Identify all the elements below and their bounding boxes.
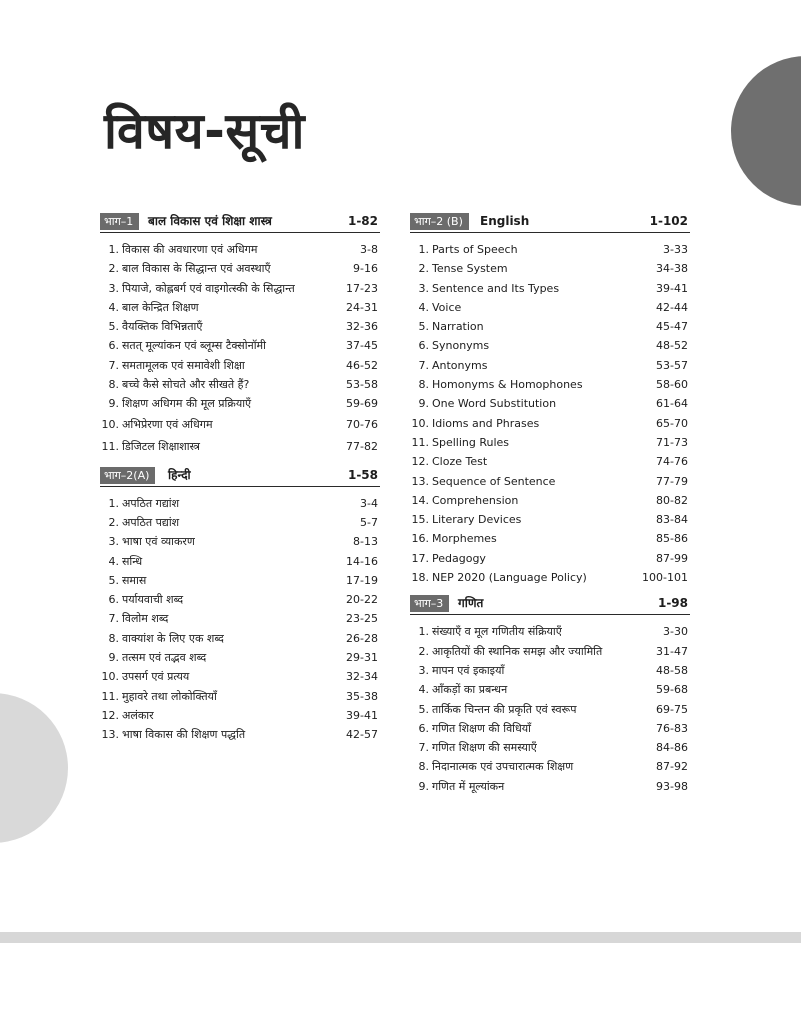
section-page-range: 1-102 (649, 214, 688, 228)
section-ganit (410, 593, 690, 796)
toc-entry-label: सतत् मूल्यांकन एवं ब्लूम्स टैक्सोनॉमी (122, 339, 266, 353)
section-bal-vikas (100, 211, 380, 459)
toc-entry-number: 4. (108, 554, 119, 568)
bottom-band (0, 932, 801, 943)
page-title: विषय-सूची (104, 102, 305, 160)
toc-entry-label: NEP 2020 (Language Policy) (432, 571, 587, 585)
toc-entry-number: 18. (411, 571, 429, 585)
toc-entry-number: 12. (101, 708, 119, 722)
section-header (100, 211, 380, 233)
toc-entry[interactable] (410, 259, 690, 278)
section-page-range: 1-82 (347, 214, 378, 228)
toc-entry-number: 13. (101, 728, 119, 742)
toc-entry-label: अभिप्रेरणा एवं अधिगम (122, 417, 213, 431)
toc-entry-number: 6. (108, 339, 119, 353)
toc-entry[interactable] (100, 336, 380, 355)
toc-entry-number: 12. (411, 455, 429, 469)
toc-entry-label: समतामूलक एवं समावेशी शिक्षा (122, 358, 245, 372)
toc-entry-number: 3. (418, 281, 429, 295)
toc-entry-number: 11. (411, 435, 429, 449)
toc-entry-number: 1. (108, 496, 119, 510)
toc-entry-number: 9. (418, 397, 429, 411)
toc-entry-label: पियाजे, कोह्लबर्ग एवं वाइगोत्स्की के सिद्धान्त (122, 281, 295, 295)
toc-entry[interactable] (100, 414, 380, 437)
toc-entry-label: विलोम शब्द (122, 612, 169, 626)
toc-entry-number: 8. (108, 631, 119, 645)
toc-entry-label: संख्याएँ व मूल गणितीय संक्रियाएँ (432, 625, 562, 639)
toc-entry-label: तत्सम एवं तद्भव शब्द (122, 651, 207, 665)
section-page-range: 1-58 (347, 467, 378, 482)
toc-entry-number: 9. (418, 779, 429, 793)
toc-entry-label: अपठित पद्यांश (122, 515, 180, 529)
toc-entry-pages: 3-30 (663, 625, 688, 639)
toc-entry-pages: 37-45 (346, 339, 378, 353)
toc-entry[interactable] (410, 549, 690, 568)
toc-entry-pages: 87-92 (656, 760, 688, 774)
toc-entry-label: Narration (432, 320, 484, 334)
toc-entry-label: समास (122, 573, 147, 587)
toc-entry-number: 1. (108, 243, 119, 256)
toc-entry-pages: 39-41 (656, 281, 688, 295)
section-header (410, 211, 690, 233)
toc-entry-pages: 83-84 (656, 513, 688, 527)
toc-entry[interactable] (100, 590, 380, 609)
toc-entry-label: Antonyms (432, 358, 488, 372)
toc-entry[interactable] (100, 298, 380, 317)
toc-entry-pages: 32-34 (346, 670, 378, 684)
toc-entry-number: 6. (108, 593, 119, 607)
toc-entry[interactable] (410, 375, 690, 394)
toc-entry-number: 10. (101, 417, 119, 431)
toc-entry[interactable] (410, 622, 690, 641)
toc-entry-label: One Word Substitution (432, 397, 557, 411)
toc-entry-pages: 53-58 (346, 378, 378, 392)
toc-entry[interactable] (410, 336, 690, 355)
toc-entry-pages: 3-33 (663, 243, 688, 256)
toc-entry-pages: 17-19 (346, 573, 378, 587)
toc-entry[interactable] (410, 642, 690, 661)
section-english (410, 211, 690, 587)
toc-entry[interactable] (410, 491, 690, 510)
toc-entry-label: डिजिटल शिक्षाशास्त्र (122, 440, 200, 454)
toc-entry-number: 8. (418, 760, 429, 774)
toc-entry-number: 4. (108, 300, 119, 314)
toc-entry-number: 6. (418, 339, 429, 353)
left-column (100, 211, 380, 745)
toc-entry-pages: 65-70 (656, 416, 688, 430)
toc-entry-pages: 35-38 (346, 689, 378, 703)
toc-entry[interactable] (410, 510, 690, 529)
toc-entry-label: अलंकार (122, 708, 154, 722)
toc-entry[interactable] (100, 513, 380, 532)
toc-entry-number: 2. (108, 515, 119, 529)
toc-entry-label: भाषा विकास की शिक्षण पद्धति (122, 728, 246, 742)
decorative-circle-right (731, 56, 801, 206)
toc-entry-number: 8. (108, 378, 119, 392)
toc-entry-pages: 17-23 (346, 281, 378, 295)
toc-entry[interactable] (100, 532, 380, 551)
toc-entry-number: 16. (411, 532, 429, 546)
toc-entry[interactable] (100, 279, 380, 298)
toc-entry-pages: 76-83 (656, 721, 688, 735)
toc-entry-label: Spelling Rules (432, 435, 510, 449)
toc-entry-number: 4. (418, 683, 429, 697)
toc-entry-number: 4. (418, 300, 429, 314)
toc-entry-pages: 84-86 (656, 741, 688, 755)
toc-entry-number: 5. (108, 573, 119, 587)
toc-entry[interactable] (100, 375, 380, 394)
section-title: बाल विकास एवं शिक्षा शास्त्र (148, 214, 272, 228)
toc-entry-label: Sentence and Its Types (432, 281, 560, 295)
toc-entry[interactable] (410, 356, 690, 375)
toc-entry-number: 5. (418, 702, 429, 716)
toc-entry-pages: 69-75 (656, 702, 688, 716)
toc-entry-pages: 26-28 (346, 631, 378, 645)
toc-entry-number: 7. (108, 358, 119, 372)
toc-entry[interactable] (410, 317, 690, 336)
toc-entry-pages: 14-16 (346, 554, 378, 568)
toc-entry[interactable] (100, 494, 380, 513)
toc-entry-label: Parts of Speech (432, 243, 518, 256)
toc-entry-pages: 70-76 (346, 417, 378, 431)
toc-entry-label: वाक्यांश के लिए एक शब्द (122, 631, 224, 645)
section-part-tag: भाग–2 (B) (410, 213, 469, 230)
toc-entry-label: Homonyms & Homophones (432, 378, 583, 392)
toc-entry[interactable] (100, 552, 380, 571)
toc-entry-pages: 39-41 (346, 708, 378, 722)
toc-entry-pages: 85-86 (656, 532, 688, 546)
toc-entry-number: 3. (108, 281, 119, 295)
toc-entry-number: 5. (418, 320, 429, 334)
toc-entry-label: विकास की अवधारणा एवं अधिगम (122, 243, 258, 256)
toc-entry-label: भाषा एवं व्याकरण (122, 535, 195, 549)
toc-entry-pages: 46-52 (346, 358, 378, 372)
toc-entry-pages: 100-101 (642, 571, 688, 585)
toc-entry-label: शिक्षण अधिगम की मूल प्रक्रियाएँ (122, 397, 252, 411)
toc-entry-pages: 34-38 (656, 262, 688, 276)
toc-entry-pages: 58-60 (656, 378, 688, 392)
toc-entry-pages: 8-13 (353, 535, 378, 549)
section-part-tag: भाग–2(A) (100, 467, 155, 484)
toc-entry-label: मुहावरे तथा लोकोक्तियाँ (122, 689, 217, 703)
toc-entry-label: तार्किक चिन्तन की प्रकृति एवं स्वरूप (432, 702, 577, 716)
toc-entry[interactable] (410, 298, 690, 317)
toc-entry-number: 8. (418, 378, 429, 392)
toc-entry-pages: 48-58 (656, 663, 688, 677)
toc-entry-number: 5. (108, 320, 119, 334)
toc-entry-pages: 42-57 (346, 728, 378, 742)
right-column (410, 211, 690, 796)
toc-entry[interactable] (410, 719, 690, 738)
toc-entry-pages: 23-25 (346, 612, 378, 626)
toc-entry-pages: 59-69 (346, 397, 378, 411)
toc-entry-number: 9. (108, 651, 119, 665)
toc-entry[interactable] (100, 356, 380, 375)
toc-entry-number: 10. (101, 670, 119, 684)
toc-entry-label: गणित में मूल्यांकन (432, 779, 505, 793)
toc-entry-pages: 77-82 (346, 440, 378, 454)
toc-entry-number: 7. (418, 358, 429, 372)
toc-entry-label: Cloze Test (432, 455, 488, 469)
toc-entry-pages: 24-31 (346, 300, 378, 314)
toc-entry-pages: 61-64 (656, 397, 688, 411)
section-title: हिन्दी (168, 467, 191, 482)
toc-entry-pages: 3-8 (360, 243, 378, 256)
toc-entry[interactable] (410, 394, 690, 413)
toc-entry[interactable] (410, 738, 690, 757)
toc-entry[interactable] (410, 777, 690, 796)
toc-entry-pages: 20-22 (346, 593, 378, 607)
section-title: English (480, 214, 530, 228)
toc-entry-pages: 80-82 (656, 493, 688, 507)
decorative-circle-left (0, 693, 68, 843)
toc-entry-number: 3. (108, 535, 119, 549)
toc-entry-number: 6. (418, 721, 429, 735)
toc-entry-number: 1. (418, 625, 429, 639)
toc-entry-label: बाल विकास के सिद्धान्त एवं अवस्थाएँ (122, 262, 271, 276)
toc-entry[interactable] (100, 240, 380, 259)
toc-entry[interactable] (410, 279, 690, 298)
toc-entry-pages: 3-4 (360, 496, 378, 510)
toc-entry-label: Morphemes (432, 532, 497, 546)
toc-entry-pages: 53-57 (656, 358, 688, 372)
toc-entry-pages: 74-76 (656, 455, 688, 469)
toc-entry[interactable] (410, 240, 690, 259)
toc-entry-number: 10. (411, 416, 429, 430)
toc-entry-label: मापन एवं इकाइयाँ (432, 663, 505, 677)
section-header (410, 593, 690, 615)
toc-entry[interactable] (410, 414, 690, 433)
toc-entry[interactable] (410, 757, 690, 776)
toc-entry-pages: 29-31 (346, 651, 378, 665)
toc-entry-number: 15. (411, 513, 429, 527)
toc-entry-pages: 71-73 (656, 435, 688, 449)
section-title: गणित (458, 596, 484, 611)
toc-entry-pages: 87-99 (656, 551, 688, 565)
toc-entry-pages: 42-44 (656, 300, 688, 314)
toc-entry-label: Tense System (432, 262, 508, 276)
section-part-tag: भाग–3 (410, 595, 449, 612)
toc-entry-label: उपसर्ग एवं प्रत्यय (122, 670, 190, 684)
toc-entry-number: 2. (418, 262, 429, 276)
toc-entry-pages: 9-16 (353, 262, 378, 276)
toc-entry-number: 3. (418, 663, 429, 677)
toc-entry[interactable] (100, 317, 380, 336)
toc-entry-number: 11. (101, 689, 119, 703)
toc-entry-pages: 59-68 (656, 683, 688, 697)
toc-entry[interactable] (100, 687, 380, 706)
section-part-tag: भाग–1 (100, 213, 139, 230)
toc-entry[interactable] (100, 571, 380, 590)
toc-entry[interactable] (410, 680, 690, 699)
toc-entry-label: Pedagogy (432, 551, 486, 565)
toc-entry-label: Literary Devices (432, 513, 522, 527)
toc-entry[interactable] (410, 529, 690, 548)
toc-entry-number: 14. (411, 493, 429, 507)
toc-entry-pages: 32-36 (346, 320, 378, 334)
toc-entry-label: निदानात्मक एवं उपचारात्मक शिक्षण (432, 760, 574, 774)
toc-entry-label: अपठित गद्यांश (122, 496, 180, 510)
toc-entry-pages: 5-7 (360, 515, 378, 529)
toc-entry[interactable] (410, 472, 690, 491)
toc-entry-number: 2. (108, 262, 119, 276)
toc-entry[interactable] (100, 648, 380, 667)
toc-entry[interactable] (410, 452, 690, 471)
toc-entry[interactable] (100, 725, 380, 744)
toc-entry[interactable] (410, 700, 690, 719)
toc-entry-number: 7. (108, 612, 119, 626)
toc-entry-label: वैयक्तिक विभिन्नताएँ (122, 320, 203, 334)
toc-entry-number: 2. (418, 644, 429, 658)
toc-entry-label: Idioms and Phrases (432, 416, 540, 430)
toc-entry-label: बाल केन्द्रित शिक्षण (122, 300, 199, 314)
toc-entry-pages: 31-47 (656, 644, 688, 658)
toc-entry[interactable] (100, 667, 380, 686)
toc-entry-label: Sequence of Sentence (432, 474, 556, 488)
toc-entry-label: पर्यायवाची शब्द (122, 593, 184, 607)
toc-entry[interactable] (100, 436, 380, 459)
section-hindi (100, 465, 380, 745)
toc-entry-label: Synonyms (432, 339, 490, 353)
toc-entry[interactable] (100, 394, 380, 413)
toc-entry-label: गणित शिक्षण की विधियाँ (432, 721, 532, 735)
toc-entry-number: 9. (108, 397, 119, 411)
toc-entry-number: 17. (411, 551, 429, 565)
toc-entry-label: Comprehension (432, 493, 519, 507)
toc-entry[interactable] (100, 629, 380, 648)
toc-entry[interactable] (100, 609, 380, 628)
toc-entry[interactable] (100, 706, 380, 725)
toc-entry-pages: 48-52 (656, 339, 688, 353)
toc-entry[interactable] (410, 568, 690, 587)
toc-entry-label: सन्धि (122, 554, 143, 568)
toc-entry-number: 7. (418, 741, 429, 755)
section-page-range: 1-98 (657, 596, 688, 611)
toc-entry-pages: 45-47 (656, 320, 688, 334)
toc-entry-pages: 77-79 (656, 474, 688, 488)
toc-entry-label: गणित शिक्षण की समस्याएँ (432, 741, 537, 755)
toc-entry[interactable] (100, 259, 380, 278)
toc-entry-label: आँकड़ों का प्रबन्धन (432, 683, 508, 697)
toc-entry-number: 1. (418, 243, 429, 256)
toc-entry[interactable] (410, 433, 690, 452)
toc-entry-label: आकृतियों की स्थानिक समझ और ज्यामिति (432, 644, 603, 658)
toc-entry-number: 13. (411, 474, 429, 488)
toc-entry-label: बच्चे कैसे सोचते और सीखते हैं? (122, 378, 250, 392)
toc-entry-pages: 93-98 (656, 779, 688, 793)
toc-entry[interactable] (410, 661, 690, 680)
toc-entry-number: 11. (101, 440, 119, 454)
toc-entry-label: Voice (432, 300, 462, 314)
section-header (100, 465, 380, 487)
